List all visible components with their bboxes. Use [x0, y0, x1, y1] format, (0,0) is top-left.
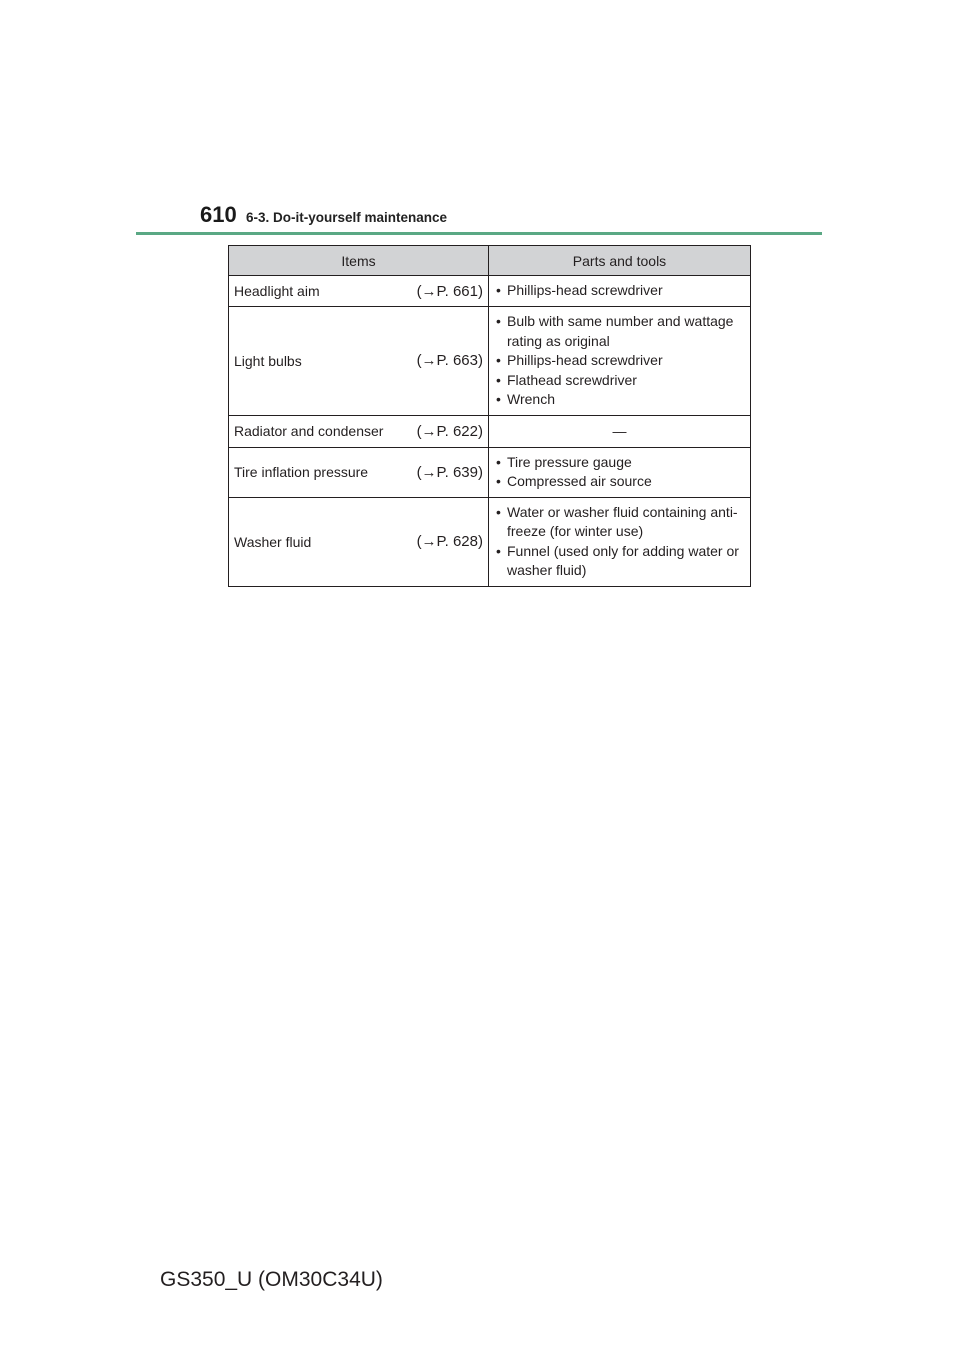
table-row	[229, 497, 751, 586]
table-row	[229, 307, 751, 416]
column-header-parts: Parts and tools	[489, 246, 751, 276]
page-reference: (→P. 661)	[416, 282, 483, 300]
list-item: • Tire pressure gauge	[494, 453, 745, 473]
tools-cell	[489, 276, 751, 307]
item-cell	[229, 276, 489, 307]
table-row	[229, 447, 751, 497]
tools-cell-empty: —	[489, 415, 751, 447]
tools-list	[494, 448, 745, 497]
item-cell	[229, 307, 489, 416]
tools-list	[494, 498, 745, 586]
tools-cell	[489, 497, 751, 586]
item-name: Headlight aim	[234, 283, 320, 299]
item-cell	[229, 497, 489, 586]
table-row	[229, 415, 751, 447]
list-item: • Funnel (used only for adding water or washer fluid)	[494, 542, 745, 581]
item-cell	[229, 447, 489, 497]
item-name: Washer fluid	[234, 533, 312, 550]
item-cell	[229, 415, 489, 447]
tools-cell	[489, 307, 751, 416]
table-row	[229, 276, 751, 307]
header-rule	[136, 232, 822, 235]
list-item: • Phillips-head screwdriver	[494, 351, 745, 371]
list-item: • Flathead screwdriver	[494, 371, 745, 391]
item-name: Radiator and condenser	[234, 423, 384, 439]
column-header-items: Items	[229, 246, 489, 276]
tools-list	[494, 307, 745, 415]
list-item: • Wrench	[494, 390, 745, 410]
tools-list	[494, 276, 745, 306]
parts-and-tools-table	[228, 245, 751, 587]
list-item: • Water or washer fluid containing anti-freeze (for winter use)	[494, 503, 745, 542]
list-item: • Compressed air source	[494, 472, 745, 492]
item-name: Light bulbs	[234, 352, 302, 369]
list-item: • Bulb with same number and wattage rating as original	[494, 312, 745, 351]
list-item: • Phillips-head screwdriver	[494, 281, 745, 301]
section-title: 6-3. Do-it-yourself maintenance	[246, 210, 448, 225]
page-reference: (→P. 628)	[416, 533, 483, 550]
table-header-row	[229, 246, 751, 276]
tools-cell	[489, 447, 751, 497]
page-number: 610	[200, 202, 237, 227]
item-name: Tire inflation pressure	[234, 464, 369, 480]
footer-model-code: GS350_U (OM30C34U)	[160, 1268, 383, 1291]
page-reference: (→P. 622)	[416, 422, 483, 440]
page-reference: (→P. 639)	[416, 463, 483, 481]
page-reference: (→P. 663)	[416, 352, 483, 370]
